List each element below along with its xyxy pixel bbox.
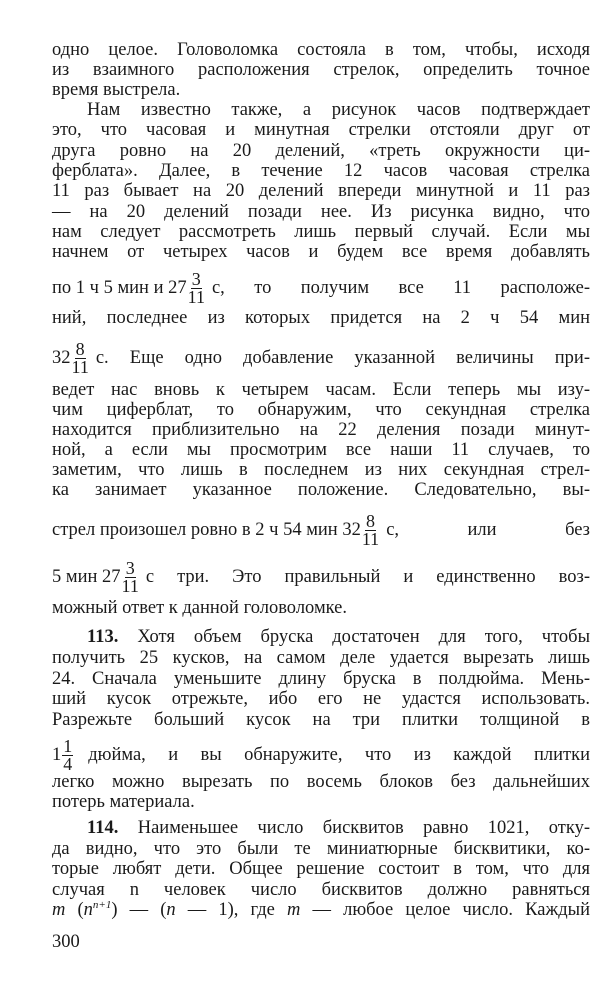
italic-variable: m — [52, 900, 66, 920]
italic-variable: n — [166, 900, 176, 920]
text-line — [52, 379, 590, 401]
text-line — [52, 419, 590, 441]
fraction-numerator: 3 — [191, 268, 201, 289]
text-segment: ферблата». Далее, в течение 12 часов часовая стрелка — [52, 161, 590, 181]
text-line — [52, 771, 590, 793]
text-segment: дюйма, и вы обнаружите, что из каждой плитки — [88, 745, 590, 765]
fraction-numerator: 3 — [125, 557, 135, 578]
text-segment: находится приблизительно на 22 деления позади минут- — [52, 420, 590, 440]
text-line — [52, 59, 590, 81]
text-segment: с, или без — [386, 520, 590, 540]
text-segment: Наименьшее число бисквитов равно 1021, отку- — [137, 818, 591, 838]
italic-variable: n — [83, 900, 93, 920]
text-segment: по 1 ч 5 мин и 27 — [52, 278, 187, 298]
text-segment: стрел произошел ровно в 2 ч 54 мин 32 — [52, 520, 361, 540]
text-line — [52, 338, 590, 377]
text-line — [52, 268, 590, 307]
text-segment: 24. Сначала уменьшите длину бруска в полдюйма. Мень- — [52, 669, 590, 689]
text-segment: Разрежьте больший кусок на три плитки толщиной в — [52, 710, 590, 730]
text-line — [52, 399, 590, 421]
fraction — [187, 268, 205, 307]
text-segment: легко можно вырезать по восемь блоков без дальнейших — [52, 772, 590, 792]
text-segment: ) — ( — [111, 900, 167, 920]
text-line — [87, 99, 590, 121]
text-segment: — 1), где — [175, 900, 287, 920]
text-segment: заметим, что лишь в последнем из них секундная стрел- — [52, 460, 590, 480]
text-line — [52, 858, 590, 880]
text-line — [52, 307, 590, 329]
text-line — [52, 119, 590, 141]
text-segment: начнем от четырех часов и будем все время добавлять — [52, 242, 590, 262]
exponent: n+1 — [92, 898, 112, 911]
text-segment: это, что часовая и минутная стрелки отстояли друг от — [52, 120, 590, 140]
text-line — [52, 479, 590, 501]
problem-number: 114. — [87, 818, 119, 838]
text-line — [52, 140, 590, 162]
text-segment: да видно, что это были те миниатюрные бисквитики, ко- — [52, 839, 590, 859]
fraction-numerator: 8 — [75, 338, 85, 359]
text-line — [87, 626, 590, 648]
text-segment: Нам известно также, а рисунок часов подтверждает — [87, 100, 590, 120]
fraction-numerator: 1 — [63, 735, 73, 756]
text-line — [52, 899, 590, 921]
text-line — [52, 39, 590, 61]
page-number: 300 — [52, 932, 80, 952]
text-line — [52, 79, 590, 101]
text-segment: ний, последнее из которых придется на 2 ч 54 мин — [52, 308, 590, 328]
fraction — [121, 557, 139, 596]
text-line — [52, 879, 590, 901]
text-segment: с, то получим все 11 расположе- — [211, 278, 590, 298]
text-segment: время выстрела. — [52, 80, 181, 100]
fraction-denominator: 11 — [121, 575, 139, 596]
text-line — [52, 709, 590, 731]
text-segment: 11 раз бывает на 20 делений впереди минутной и 11 раз — [52, 181, 590, 201]
text-line — [52, 557, 590, 596]
text-segment: чим циферблат, то обнаружим, что секундная стрелка — [52, 400, 590, 420]
text-line — [52, 201, 590, 223]
text-segment: 32 — [52, 348, 71, 368]
text-line — [52, 791, 590, 813]
text-segment: ка занимает указанное положение. Следовательно, вы- — [52, 480, 590, 500]
fraction-denominator: 11 — [361, 528, 380, 549]
text-line — [52, 510, 590, 549]
text-segment: Хотя объем бруска достаточен для того, чтобы — [137, 627, 590, 647]
text-line — [52, 647, 590, 669]
text-segment: — любое целое число. Каждый — [300, 900, 590, 920]
text-line — [52, 439, 590, 461]
text-line — [52, 838, 590, 860]
text-segment: одно целое. Головоломка состояла в том, чтобы, исходя — [52, 40, 590, 60]
text-segment: получить 25 кусков, на самом деле удается вырезать лишь — [52, 648, 590, 668]
text-line — [52, 735, 590, 774]
text-segment: — на 20 делений позади нее. Из рисунка видно, что — [52, 202, 590, 222]
text-line — [52, 180, 590, 202]
fraction-denominator: 11 — [187, 286, 205, 307]
text-segment: потерь материала. — [52, 792, 195, 812]
text-segment: ший кусок отрежьте, ибо его не удастся использовать. — [52, 689, 590, 709]
text-segment: 5 мин 27 — [52, 567, 121, 587]
text-segment: торые любят дети. Общее решение состоит в том, что для — [52, 859, 590, 879]
italic-variable: m — [286, 900, 301, 920]
text-segment: можный ответ к данной головоломке. — [52, 598, 348, 618]
text-segment: ведет нас вновь к четырем часам. Если теперь мы изу- — [52, 380, 590, 400]
text-line — [52, 688, 590, 710]
fraction — [71, 338, 89, 377]
text-segment: нам следует рассмотреть лишь первый случай. Если мы — [52, 222, 590, 242]
text-line — [52, 160, 590, 182]
fraction — [361, 510, 380, 549]
text-segment: ной, а если мы просмотрим все наши 11 случаев, то — [52, 440, 590, 460]
text-line — [52, 241, 590, 263]
text-line — [52, 668, 590, 690]
text-segment: ( — [65, 900, 84, 920]
fraction-numerator: 8 — [366, 510, 376, 531]
text-segment: с. Еще одно добавление указанной величины при- — [95, 348, 590, 368]
text-line — [52, 459, 590, 481]
fraction-denominator: 11 — [71, 356, 89, 377]
text-segment: случая n человек число бисквитов должно равняться — [52, 880, 590, 900]
text-segment: друга ровно на 20 делений, «треть окружности ци- — [52, 141, 590, 161]
text-segment: 1 — [52, 745, 62, 765]
text-segment: с три. Это правильный и единственно воз- — [145, 567, 590, 587]
fraction — [62, 735, 73, 774]
text-line — [87, 817, 590, 839]
text-line — [52, 221, 590, 243]
fraction-denominator: 4 — [63, 753, 73, 774]
text-line — [52, 597, 590, 619]
problem-number: 113. — [87, 627, 119, 647]
text-segment: из взаимного расположения стрелок, определить точное — [52, 60, 590, 80]
